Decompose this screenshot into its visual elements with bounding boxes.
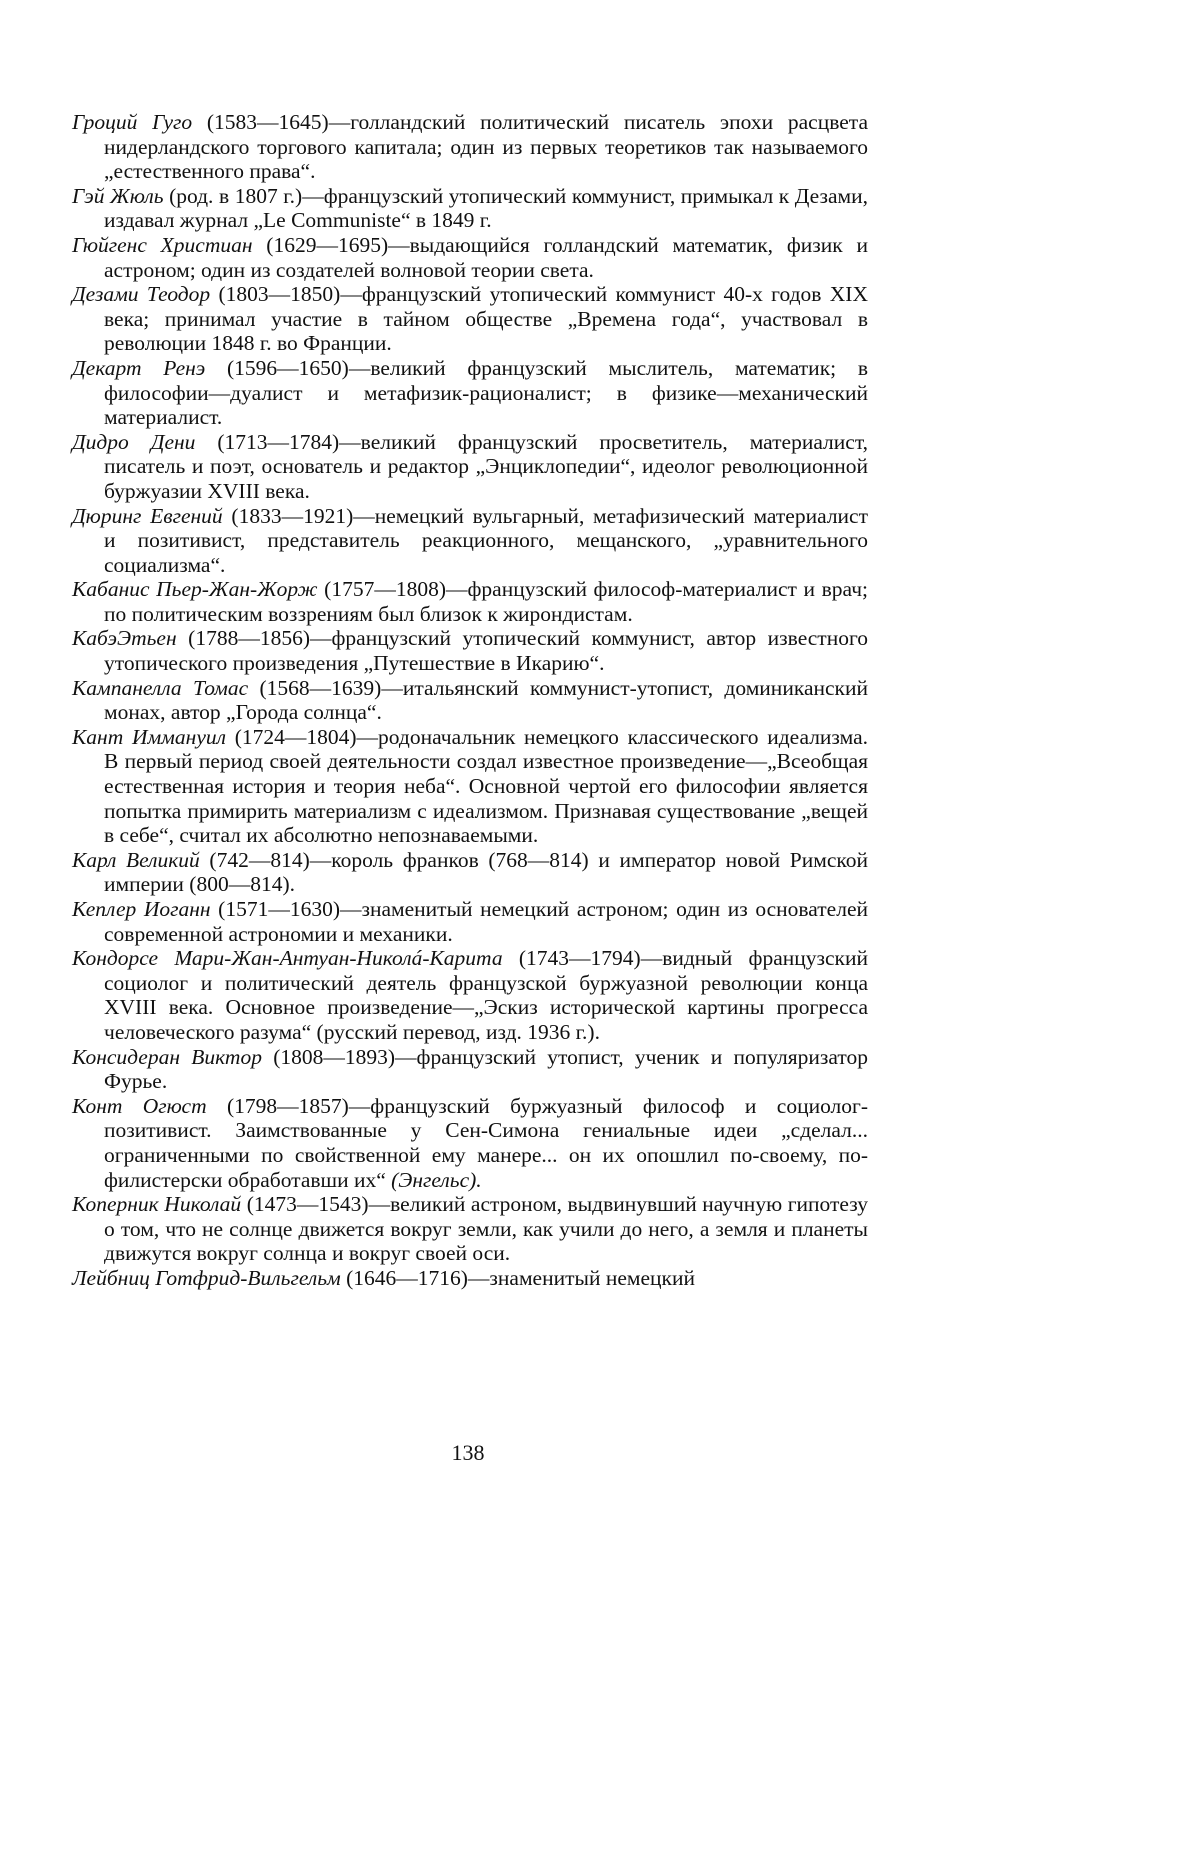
entry-kepler [72, 897, 868, 946]
entry-name: Декарт Ренэ [72, 355, 206, 380]
entry-name: Гэй Жюль [72, 183, 164, 208]
entry-text: (1629—1695)—выдающийся голландский математик, физик и астроном; один из создателей волновой теории света. [104, 232, 868, 282]
entry-name: Дюринг Евгений [72, 503, 223, 528]
entry-name: Консидеран Виктор [72, 1044, 262, 1069]
entry-name: Кондорсе Мари-Жан-Антуан-Николá-Карита [72, 946, 503, 971]
entry-text: (1583—1645)—голландский политический писатель эпохи расцвета нидерландского торгового капитала; один из первых теоретиков так называемого „естественного права“. [104, 110, 868, 184]
entry-text: (1743—1794)—видный французский социолог и политический деятель французской буржуазной революции конца XVIII века. Основное произведение—„Эскиз исторической картины прогресса человеческого разума“ (русский перевод, изд. 1936 г.). [104, 946, 869, 1044]
entry-text: (1798—1857)—французский буржуазный философ и социолог-позитивист. Заимствованные у Сен-Симона гениальные идеи „сделал... ограниченными по свойственной ему манере... он их опошлил по-своему, по-филистерски обработавши их“ [104, 1093, 869, 1192]
entry-name: Кеплер Иоганн [72, 897, 211, 921]
entry-cabanis [72, 577, 868, 626]
entry-name: Кант Иммануил [72, 724, 226, 749]
entry-name: Дидро Дени [72, 429, 196, 454]
entry-diderot [72, 430, 868, 504]
entry-text: (1568—1639)—итальянский коммунист-утопист, доминиканский монах, автор „Города солнца“. [104, 675, 868, 725]
entry-name: КабэЭтьен [72, 626, 177, 651]
entry-name: Кампанелла Томас [72, 675, 249, 700]
entry-charlemagne [72, 848, 868, 897]
entry-name: Кабанис Пьер-Жан-Жорж [72, 577, 318, 602]
entry-comte [72, 1094, 868, 1192]
entry-huygens [72, 233, 868, 282]
entry-text: (1803—1850)—французский утопический коммунист 40-х годов XIX века; принимал участие в тайном обществе „Времена года“, участвовал в революции 1848 г. во Франции. [104, 282, 868, 356]
entry-campanella [72, 676, 868, 725]
entry-grotius [72, 110, 868, 184]
entry-name: Дезами Теодор [72, 282, 211, 307]
entry-text: (род. в 1807 г.)—французский утопический коммунист, примыкал к Дезами, издавал журнал „Le Communiste“ в 1849 г. [104, 183, 869, 233]
entry-text: (1757—1808)—французский философ-материалист и врач; по политическим воззрениям был близок к жирондистам. [104, 577, 868, 626]
entry-name: Конт Огюст [72, 1093, 207, 1118]
entry-text: (1713—1784)—великий французский просветитель, материалист, писатель и поэт, основатель и редактор „Энциклопедии“, идеолог революционной буржуазии XVIII века. [104, 429, 868, 503]
entry-name: Гюйгенс Христиан [72, 232, 253, 257]
entry-descartes [72, 356, 868, 430]
entry-copernicus [72, 1192, 868, 1266]
entry-name: Лейбниц Готфрид-Вильгельм [72, 1265, 341, 1290]
entry-considerant [72, 1045, 868, 1094]
entry-name: Карл Великий [72, 847, 200, 872]
entry-text: (1808—1893)—французский утопист, ученик и популяризатор Фурье. [104, 1044, 868, 1094]
entry-name: Гроций Гуго [72, 110, 193, 134]
entry-duhring [72, 504, 868, 578]
entry-gay [72, 184, 868, 233]
entry-leibniz [72, 1266, 868, 1291]
entry-text: (1646—1716)—знаменитый немецкий [340, 1265, 695, 1290]
entry-condorcet [72, 946, 868, 1044]
entry-text: (1724—1804)—родоначальник немецкого классического идеализма. В первый период своей деятельности создал известное произведение—„Всеобщая естественная история и теория неба“. Основной чертой его философии является попытка примирить материализм с идеализмом. Признавая существование „вещей в себе“, считал их абсолютно непознаваемыми. [104, 724, 868, 848]
entry-text: (1571—1630)—знаменитый немецкий астроном; один из основателей современной астрономии и механики. [104, 897, 869, 946]
entry-citation: (Энгельс). [391, 1167, 482, 1192]
entry-text: (742—814)—король франков (768—814) и император новой Римской империи (800—814). [104, 847, 868, 897]
entry-text: (1788—1856)—французский утопический коммунист, автор известного утопического произведения „Путешествие в Икарию“. [104, 626, 868, 676]
entry-dezamy [72, 282, 868, 356]
entry-text: (1833—1921)—немецкий вульгарный, метафизический материалист и позитивист, представитель реакционного, мещанского, „уравнительного социализма“. [104, 503, 868, 577]
entry-text: (1473—1543)—великий астроном, выдвинувший научную гипотезу о том, что не солнце движется вокруг земли, как учили до него, а земля и планеты движутся вокруг солнца и вокруг своей оси. [104, 1192, 868, 1266]
page-number: 138 [451, 1440, 485, 1465]
entry-kant [72, 725, 868, 848]
entry-text: (1596—1650)—великий французский мыслитель, математик; в философии—дуалист и метафизик-рационалист; в физике—механический материалист. [104, 355, 869, 430]
entry-name: Коперник Николай [72, 1192, 242, 1217]
entry-cabet [72, 626, 868, 675]
page-body [72, 110, 868, 1291]
